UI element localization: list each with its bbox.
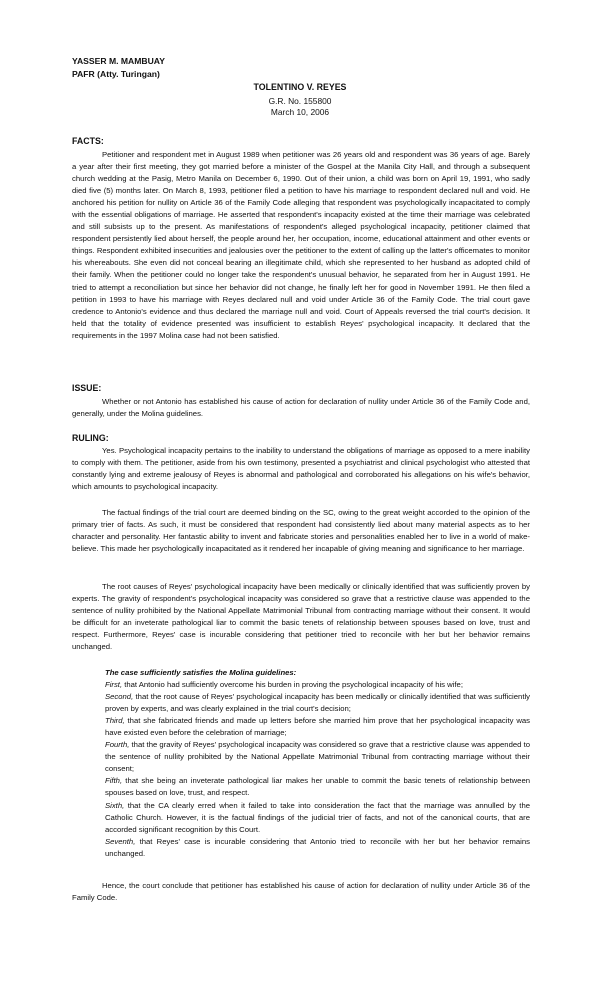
guideline-lead: Fourth, bbox=[105, 740, 130, 750]
ruling-paragraph-1: Yes. Psychological incapacity pertains to the inability to understand the obligations of marriage as opposed to a mere inability to comply with them. The petitioner, aside from his own testimony, presented a psychiatrist and clinical psychologist who attested that constantly lying and extreme jealousy of Reyes is abnormal and pathological and corroborated his allegations on his wife's behavior, which amounts to psychological incapacity. bbox=[72, 446, 530, 492]
guideline-text: that she fabricated friends and made up letters before she married him prove that her psychological incapacity was have existed even before the celebration of marriage; bbox=[105, 716, 530, 738]
guideline-text: that she being an inveterate pathological liar makes her unable to commit the basic tenets of relationship between spouses based on love, trust, and respect. bbox=[105, 776, 530, 798]
guideline-item bbox=[105, 715, 530, 739]
ruling-paragraph-3: The root causes of Reyes' psychological incapacity have been medically or clinically identified that was sufficiently proven by experts. The gravity of respondent's psychological incapacity was considered so grave that a restrictive clause was appended to the sentence of nullity prohibited by the National Appellate Matrimonial Tribunal from contracting marriage without their consent. It would be difficult for an inveterate pathological liar to commit the basic tenets of relationship between spouses based on love, trust and respect. Furthermore, Reyes' case is incurable considering that petitioner tried to reconcile with her but her behavior remains unchanged. bbox=[72, 582, 530, 652]
guideline-lead: Second, bbox=[105, 692, 134, 702]
guideline-item bbox=[105, 775, 530, 799]
ruling-paragraph-2: The factual findings of the trial court are deemed binding on the SC, owing to the great weight accorded to the opinion of the primary trier of facts. As such, it must be considered that respondent had consistently lied about many material aspects as to her character and personality. Her fantastic ability to invent and fabricate stories and personalities enabled her to live in a world of make-believe. This made her psychologically incapacitated as it rendered her incapable of giving meaning and significance to her marriage. bbox=[72, 508, 530, 554]
guideline-text: that Antonio had sufficiently overcome his burden in proving the psychological incapacity of his wife; bbox=[122, 680, 463, 690]
guideline-item bbox=[105, 691, 530, 715]
conclusion-paragraph: Hence, the court conclude that petitioner has established his cause of action for declaration of nullity under Article 36 of the Family Code. bbox=[72, 881, 530, 903]
case-date: March 10, 2006 bbox=[270, 107, 330, 117]
guideline-lead: Fifth, bbox=[105, 776, 123, 786]
case-title: TOLENTINO V. REYES bbox=[253, 82, 347, 92]
molina-guidelines bbox=[105, 667, 530, 860]
guideline-item bbox=[105, 836, 530, 860]
issue-heading: ISSUE: bbox=[72, 383, 102, 393]
guideline-item bbox=[105, 679, 530, 691]
course-label: PAFR (Atty. Turingan) bbox=[72, 69, 160, 79]
ruling-heading: RULING: bbox=[72, 433, 109, 443]
facts-heading: FACTS: bbox=[72, 136, 104, 146]
guideline-lead: Third, bbox=[105, 716, 125, 726]
guideline-lead: Sixth, bbox=[105, 800, 125, 810]
guideline-text: that the CA clearly erred when it failed to take into consideration the fact that the marriage was annulled by the Catholic Church. However, it is the factual findings of the judicial trier of facts, and not of the canonical courts, that are accorded significant recognition by this Court. bbox=[105, 800, 530, 834]
guideline-item bbox=[105, 800, 530, 836]
guideline-lead: Seventh, bbox=[105, 836, 136, 846]
guideline-text: that the root cause of Reyes' psychological incapacity has been medically or clinically identified that was sufficiently proven by experts, and was clearly explained in the trial court's decision; bbox=[105, 692, 530, 714]
facts-paragraph: Petitioner and respondent met in August 1989 when petitioner was 26 years old and respondent was 36 years of age. Barely a year after their first meeting, they got married before a minister of the Gospel at the Manila City Hall, and through a subsequent church wedding at the Pasig, Metro Manila on December 6, 1990. Out of their union, a child was born on April 19, 1991, who sadly died five (5) months later. On March 8, 1993, petitioner filed a petition to have his marriage to respondent declared null and void. He anchored his petition for nullity on Article 36 of the Family Code alleging that respondent was psychologically incapacitated to comply with the essential obligations of marriage. He asserted that respondent's incapacity existed at the time their marriage was celebrated and still subsists up to the present. As manifestations of respondent's alleged psychological incapacity, petitioner claimed that respondent persistently lied about herself, the people around her, her occupation, income, educational attainment and other events or things. Respondent exhibited insecurities and jealousies over the petitioner to the extent of calling up the latter's officemates to monitor his whereabouts. She even did not conceal bearing an illegitimate child, which she represented to her husband as adopted child of their family. When the petitioner could no longer take the respondent's unusual behavior, he separated from her in August 1991. He tried to attempt a reconciliation but since her behavior did not change, he finally left her for good in November 1991. He then filed a petition in 1993 to have his marriage with Reyes declared null and void under Article 36 of the Family Code. The trial court gave credence to Antonio's evidence and thus declared the marriage null and void. Court of Appeals reversed the trial court's decision. It held that the totality of evidence presented was insufficient to establish Reyes' psychological incapacity. It declared that the requirements in the 1997 Molina case had not been satisfied. bbox=[72, 150, 530, 340]
molina-heading: The case sufficiently satisfies the Molina guidelines: bbox=[105, 668, 297, 677]
case-gr-number: G.R. No. 155800 bbox=[268, 96, 332, 106]
guideline-text: that the gravity of Reyes' psychological incapacity was considered so grave that a restrictive clause was appended to the sentence of nullity prohibited by the National Appellate Matrimonial Tribunal from contracting marriage without their consent; bbox=[105, 740, 530, 774]
author-name: YASSER M. MAMBUAY bbox=[72, 56, 165, 66]
guideline-text: that Reyes' case is incurable considering that Antonio tried to reconcile with her but her behavior remains unchanged. bbox=[105, 836, 530, 858]
issue-paragraph: Whether or not Antonio has established his cause of action for declaration of nullity under Article 36 of the Family Code and, generally, under the Molina guidelines. bbox=[72, 397, 530, 419]
guideline-item bbox=[105, 739, 530, 775]
guideline-lead: First, bbox=[105, 680, 123, 690]
